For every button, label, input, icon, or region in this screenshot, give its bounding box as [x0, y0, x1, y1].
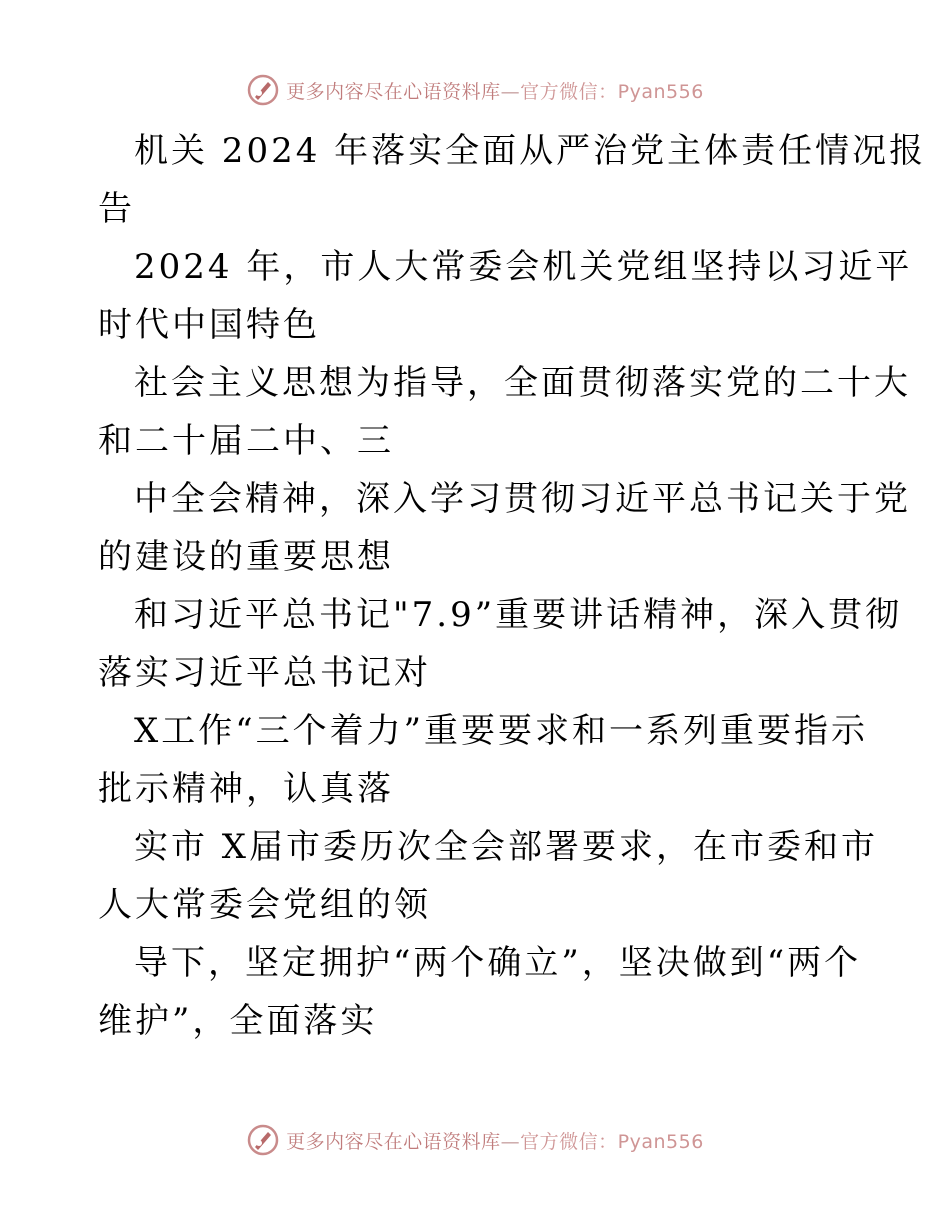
line-continued: 落实习近平总书记对 [98, 653, 431, 693]
paragraph [98, 586, 903, 702]
line-continued: 时代中国特色 [98, 305, 320, 345]
footer-watermark [0, 1120, 950, 1160]
line-indented: X工作“三个着力”重要要求和一系列重要指示 [134, 711, 868, 751]
paragraph [98, 702, 868, 818]
paragraph [98, 354, 911, 470]
watermark-separator: — [500, 80, 521, 103]
line-indented: 中全会精神，深入学习贯彻习近平总书记关于党 [134, 479, 911, 519]
paragraph [98, 934, 862, 1050]
paragraph [98, 238, 913, 354]
watermark-main: 更多内容尽在心语资料库 [286, 80, 501, 103]
document-body [98, 122, 927, 1050]
watermark-wechat: 官方微信：Pyan556 [520, 1130, 704, 1153]
paragraph [98, 122, 927, 238]
paragraph [98, 470, 911, 586]
line-continued: 批示精神，认真落 [98, 769, 394, 809]
line-indented: 导下，坚定拥护“两个确立”，坚决做到“两个 [134, 943, 862, 983]
line-indented: 社会主义思想为指导，全面贯彻落实党的二十大 [134, 363, 911, 403]
line-indented: 机关 2024 年落实全面从严治党主体责任情况报 [134, 131, 927, 171]
watermark-text [286, 1127, 704, 1154]
line-continued: 维护”，全面落实 [98, 1001, 378, 1041]
header-watermark [0, 70, 950, 110]
line-continued: 的建设的重要思想 [98, 537, 394, 577]
line-indented: 实市 X届市委历次全会部署要求，在市委和市 [134, 827, 879, 867]
watermark-separator: — [500, 1130, 521, 1153]
line-indented: 和习近平总书记"7.9”重要讲话精神，深入贯彻 [134, 595, 903, 635]
line-continued: 人大常委会党组的领 [98, 885, 431, 925]
logo-icon [246, 73, 280, 107]
paragraph [98, 818, 879, 934]
line-continued: 和二十届二中、三 [98, 421, 394, 461]
watermark-wechat: 官方微信：Pyan556 [520, 80, 704, 103]
logo-icon [246, 1123, 280, 1157]
line-indented: 2024 年，市人大常委会机关党组坚持以习近平 [134, 247, 913, 287]
line-continued: 告 [98, 189, 135, 229]
watermark-text [286, 77, 704, 104]
watermark-main: 更多内容尽在心语资料库 [286, 1130, 501, 1153]
